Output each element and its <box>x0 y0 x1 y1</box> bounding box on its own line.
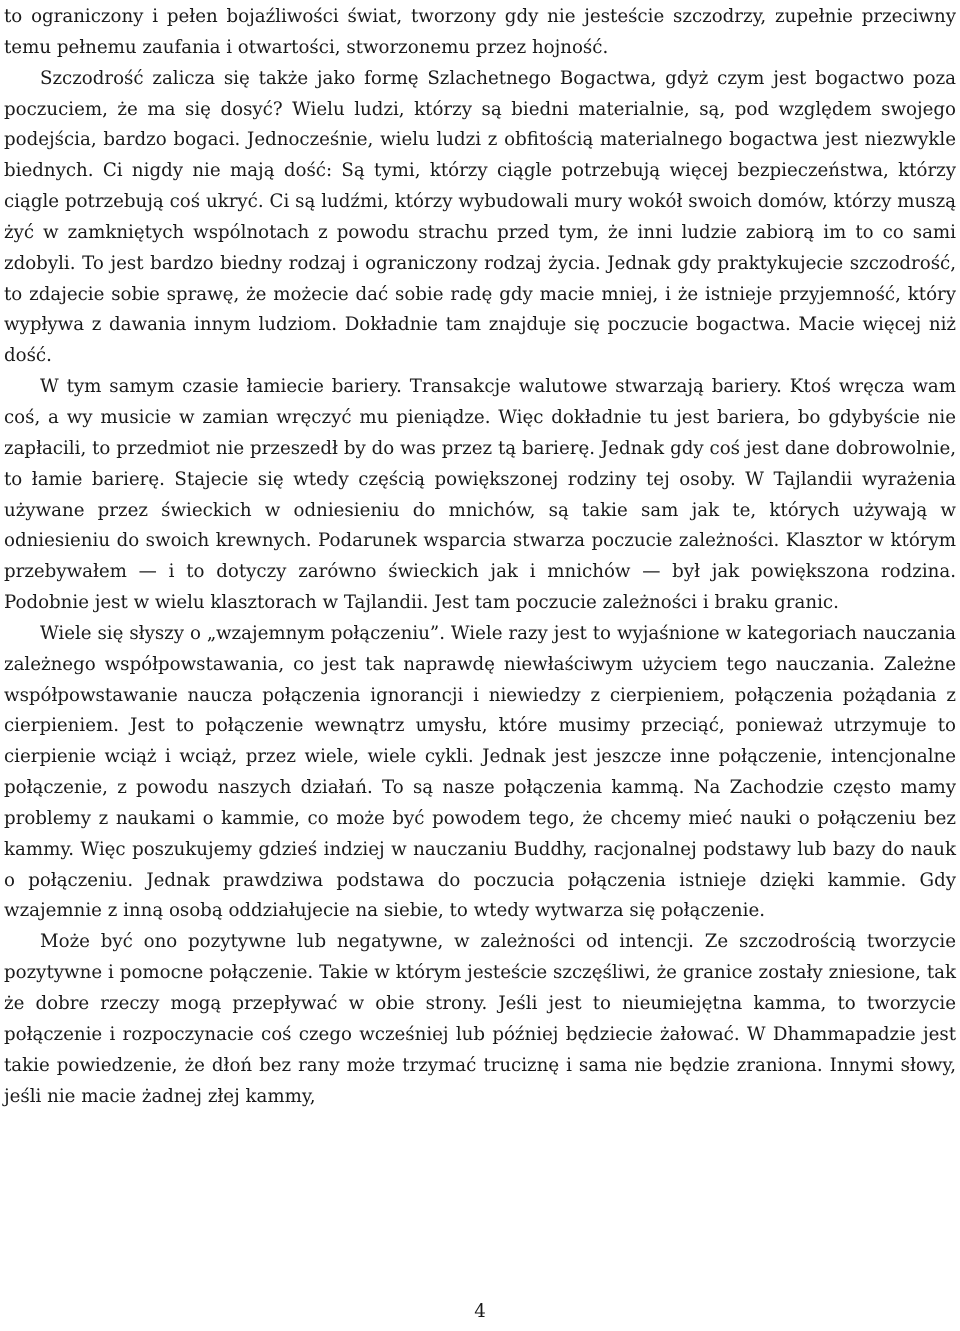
paragraph-intencja: Może być ono pozytywne lub negatywne, w zależności od intencji. Ze szczodrością tworzycie pozytywne i pomocne połączenie. Takie w którym jesteście szczęśliwi, że granice zostały zniesione, tak że dobre rzeczy mogą przepływać w obie strony. Jeśli jest to nieumiejętna kamma, to tworzycie połączenie i rozpoczynacie coś czego wcześniej lub później będziecie żałować. W Dhammapadzie jest takie powiedzenie, że dłoń bez rany może trzymać truciznę i sama nie będzie zraniona. Innymi słowy, jeśli nie macie żadnej złej kammy, <box>4 931 956 1107</box>
document-body <box>4 2 956 1112</box>
paragraph-polaczenie: Wiele się słyszy o „wzajemnym połączeniu”. Wiele razy jest to wyjaśnione w kategoriach nauczania zależnego współpowstawania, co jest tak naprawdę niewłaściwym użyciem tego nauczania. Zależne współpowstawanie naucza połączenia ignorancji i niewiedzy z cierpieniem, połączenia pożądania z cierpieniem. Jest to połączenie wewnątrz umysłu, które musimy przeciąć, ponieważ utrzymuje to cierpienie wciąż i wciąż, przez wiele, wiele cykli. Jednak jest jeszcze inne połączenie, intencjonalne połączenie, z powodu naszych działań. To są nasze połączenia kammą. Na Zachodzie często mamy problemy z naukami o kammie, co może być powodem tego, że chcemy mieć nauki o połączeniu bez kammy. Więc poszukujemy gdzieś indziej w nauczaniu Buddhy, racjonalnej podstawy lub bazy do nauk o połączeniu. Jednak prawdziwa podstawa do poczucia połączenia istnieje dzięki kammie. Gdy wzajemnie z inną osobą oddziałujecie na siebie, to wtedy wytwarza się połączenie. <box>4 622 956 922</box>
page-number: 4 <box>474 1301 486 1322</box>
paragraph-continuation: to ograniczony i pełen bojaźliwości świat, tworzony gdy nie jesteście szczodrzy, zupełnie przeciwny temu pełnemu zaufania i otwartości, stworzonemu przez hojność. <box>4 6 956 58</box>
paragraph-bariery: W tym samym czasie łamiecie bariery. Transakcje walutowe stwarzają bariery. Ktoś wręcza wam coś, a wy musicie w zamian wręczyć mu pieniądze. Więc dokładnie tu jest bariera, bo gdybyście nie zapłacili, to przedmiot nie przeszedł by do was przez tą barierę. Jednak gdy coś jest dane dobrowolnie, to łamie barierę. Stajecie się wtedy częścią powiększonej rodziny tej osoby. W Tajlandii wyrażenia używane przez świeckich w odniesieniu do mnichów, są takie sam jak te, których używają w odniesieniu do swoich krewnych. Podarunek wsparcia stwarza poczucie zależności. Klasztor w którym przebywałem — i to dotyczy zarówno świeckich jak i mnichów — był jak powiększona rodzina. Podobnie jest w wielu klasztorach w Tajlandii. Jest tam poczucie zależności i braku granic. <box>4 376 956 614</box>
paragraph-szczodrosc: Szczodrość zalicza się także jako formę Szlachetnego Bogactwa, gdyż czym jest bogactwo poza poczuciem, że ma się dosyć? Wielu ludzi, którzy są biedni materialnie, są, pod względem swojego podejścia, bardzo bogaci. Jednocześnie, wielu ludzi z obfitością materialnego bogactwa jest niezwykle biednych. Ci nigdy nie mają dość: Są tymi, którzy ciągle potrzebują więcej bezpieczeństwa, którzy ciągle potrzebują coś ukryć. Ci są ludźmi, którzy wybudowali mury wokół swoich domów, którzy muszą żyć w zamkniętych wspólnotach z powodu strachu przed tym, że inni ludzie zabiorą im to co sami zdobyli. To jest bardzo biedny rodzaj i ograniczony rodzaj życia. Jednak gdy praktykujecie szczodrość, to zdajecie sobie sprawę, że możecie dać sobie radę gdy macie mniej, i że istnieje przyjemność, który wypływa z dawania innym ludziom. Dokładnie tam znajduje się poczucie bogactwa. Macie więcej niż dość. <box>4 67 956 367</box>
